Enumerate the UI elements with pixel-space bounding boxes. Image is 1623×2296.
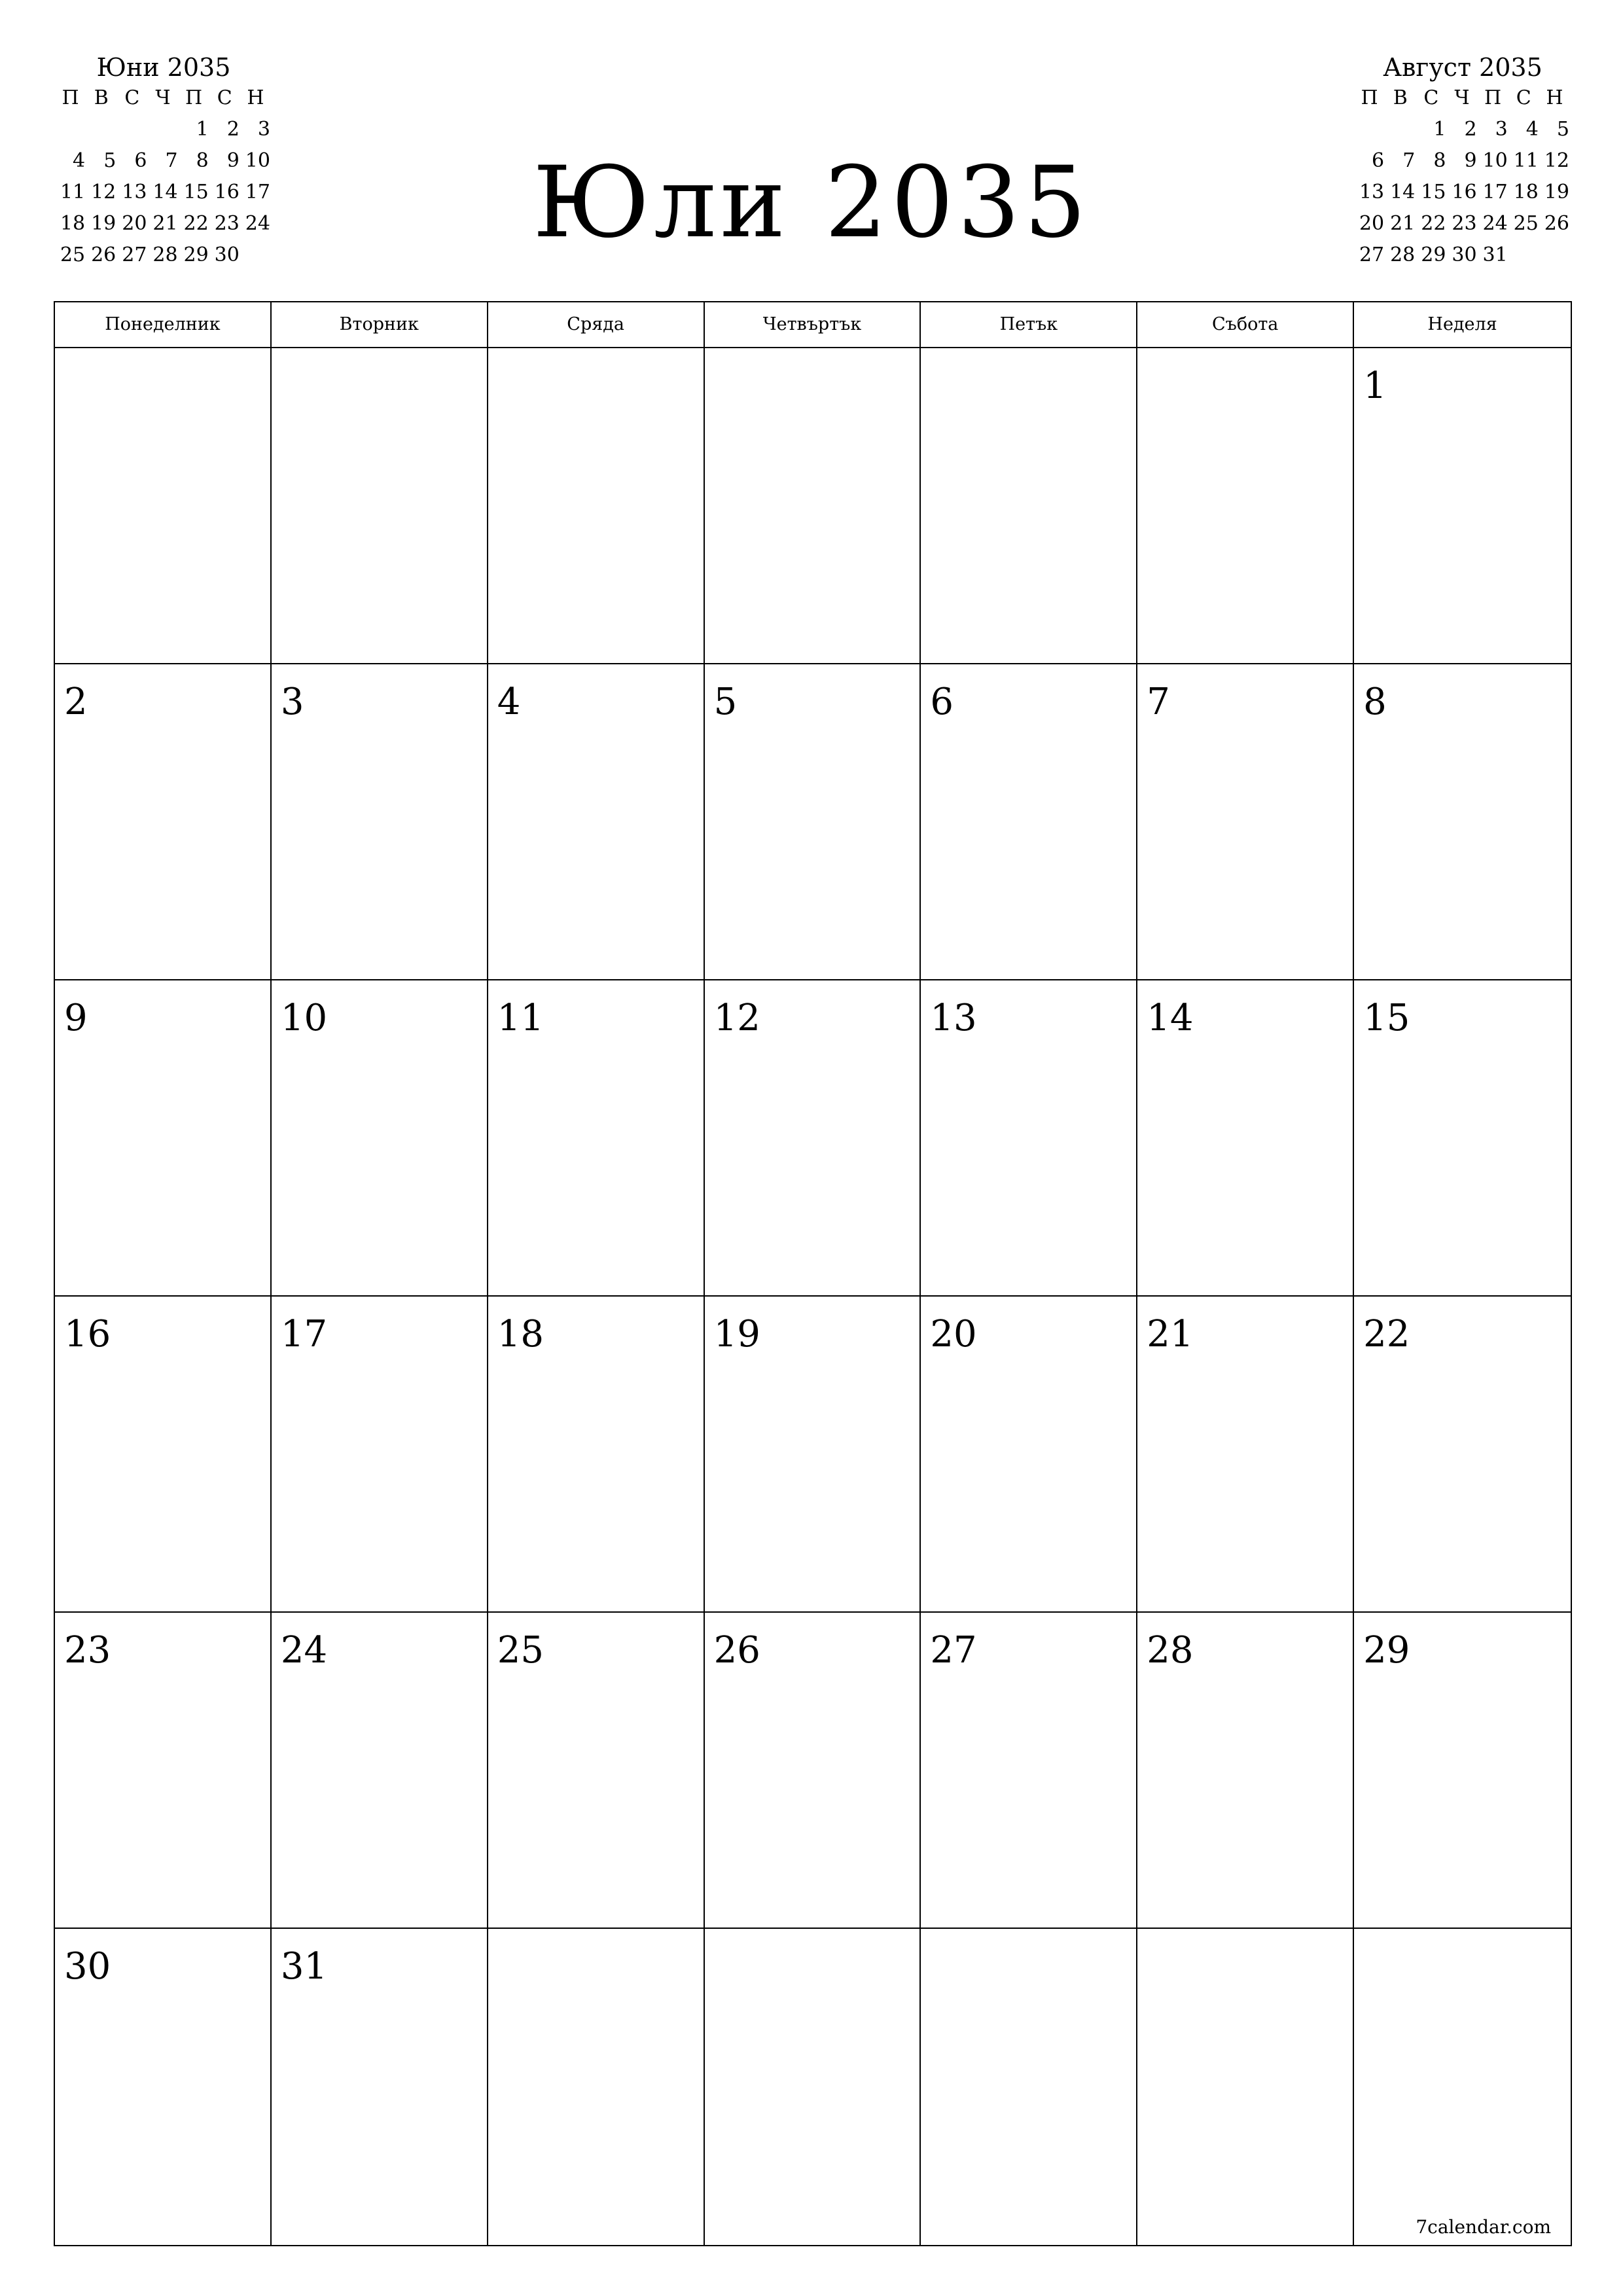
mini-day: 6 [134, 149, 147, 172]
mini-calendar-title: Юни 2035 [96, 53, 231, 82]
empty-day-cell[interactable] [705, 348, 921, 664]
day-number: 15 [1363, 997, 1410, 1039]
mini-day: 26 [1544, 212, 1569, 235]
weekday-header: Събота [1137, 302, 1354, 347]
day-cell[interactable] [488, 664, 705, 980]
mini-calendar-grid [56, 82, 272, 271]
mini-weekday-letter: С [124, 86, 140, 109]
mini-day: 15 [183, 181, 209, 204]
empty-day-cell[interactable] [921, 348, 1137, 664]
mini-day: 8 [196, 149, 209, 172]
mini-weekday-letter: С [217, 86, 232, 109]
weekday-header-row [55, 302, 1571, 348]
day-number: 23 [64, 1629, 111, 1672]
mini-day: 22 [1421, 212, 1446, 235]
mini-day: 18 [1513, 181, 1539, 204]
mini-day: 22 [183, 212, 209, 235]
day-cell[interactable] [1137, 664, 1354, 980]
mini-day: 6 [1372, 149, 1385, 172]
day-number: 22 [1363, 1313, 1410, 1355]
mini-calendar-grid [1355, 82, 1571, 271]
day-cell[interactable] [921, 1297, 1137, 1613]
mini-day: 23 [214, 212, 240, 235]
day-cell[interactable] [488, 980, 705, 1297]
day-number: 5 [713, 681, 738, 723]
page-title: Юли 2035 [533, 146, 1090, 260]
empty-day-cell[interactable] [1354, 1929, 1571, 2245]
mini-day: 24 [245, 212, 270, 235]
mini-weekday-letter: П [1361, 86, 1378, 109]
day-cell[interactable] [1354, 1297, 1571, 1613]
day-number: 27 [930, 1629, 977, 1672]
mini-day: 9 [226, 149, 240, 172]
mini-day: 21 [152, 212, 178, 235]
day-number: 11 [497, 997, 544, 1039]
mini-weekday-letter: П [62, 86, 79, 109]
mini-weekday-letter: Ч [1454, 86, 1470, 109]
day-cell[interactable] [705, 664, 921, 980]
day-number: 19 [713, 1313, 760, 1355]
mini-day: 1 [1433, 118, 1446, 141]
day-cell[interactable] [488, 1297, 705, 1613]
mini-day: 11 [1513, 149, 1539, 172]
day-cell[interactable] [272, 1929, 488, 2245]
day-number: 12 [713, 997, 760, 1039]
mini-day: 17 [245, 181, 270, 204]
day-cell[interactable] [272, 1297, 488, 1613]
mini-weekday-letter: П [185, 86, 203, 109]
weekday-header: Сряда [488, 302, 705, 347]
day-number: 4 [497, 681, 521, 723]
mini-day: 17 [1482, 181, 1508, 204]
day-number: 13 [930, 997, 977, 1039]
site-credit: 7calendar.com [1416, 2216, 1551, 2238]
mini-day: 15 [1421, 181, 1446, 204]
mini-day: 1 [196, 118, 209, 141]
empty-day-cell[interactable] [488, 1929, 705, 2245]
mini-day: 28 [1390, 243, 1416, 266]
day-cell[interactable] [1354, 348, 1571, 664]
mini-day: 4 [1525, 118, 1539, 141]
mini-calendar-next-month [1355, 52, 1571, 271]
mini-weekday-letter: Н [1546, 86, 1563, 109]
mini-empty-cell [1385, 114, 1416, 145]
day-cell[interactable] [1137, 1297, 1354, 1613]
empty-day-cell[interactable] [488, 348, 705, 664]
mini-day: 19 [1544, 181, 1569, 204]
weekday-header: Петък [921, 302, 1137, 347]
mini-day: 20 [1359, 212, 1385, 235]
mini-weekday-letter: С [1423, 86, 1439, 109]
mini-day: 13 [1359, 181, 1385, 204]
day-number: 7 [1147, 681, 1170, 723]
mini-day: 23 [1452, 212, 1477, 235]
mini-day: 26 [91, 243, 116, 266]
mini-day: 27 [122, 243, 147, 266]
mini-day: 28 [152, 243, 178, 266]
mini-day: 8 [1433, 149, 1446, 172]
mini-empty-cell [1355, 114, 1385, 145]
day-number: 14 [1147, 997, 1194, 1039]
empty-day-cell[interactable] [921, 1929, 1137, 2245]
mini-day: 14 [152, 181, 178, 204]
mini-day: 3 [1495, 118, 1508, 141]
day-cell[interactable] [921, 664, 1137, 980]
mini-day: 20 [122, 212, 147, 235]
day-number: 24 [280, 1629, 328, 1672]
mini-day: 2 [1464, 118, 1477, 141]
mini-day: 29 [1421, 243, 1446, 266]
empty-day-cell[interactable] [1137, 1929, 1354, 2245]
mini-day: 4 [73, 149, 86, 172]
month-calendar-grid [54, 301, 1572, 2246]
mini-day: 14 [1390, 181, 1416, 204]
day-number: 21 [1147, 1313, 1194, 1355]
mini-weekday-letter: С [1516, 86, 1531, 109]
day-number: 6 [930, 681, 954, 723]
day-cell[interactable] [488, 1613, 705, 1929]
day-cell[interactable] [1354, 664, 1571, 980]
mini-day: 10 [1482, 149, 1508, 172]
mini-day: 21 [1390, 212, 1416, 235]
mini-day: 13 [122, 181, 147, 204]
mini-day: 3 [257, 118, 270, 141]
day-number: 18 [497, 1313, 544, 1355]
mini-day: 25 [1513, 212, 1539, 235]
empty-day-cell[interactable] [705, 1929, 921, 2245]
mini-day: 11 [60, 181, 86, 204]
day-cell[interactable] [272, 1613, 488, 1929]
mini-day: 10 [245, 149, 270, 172]
day-number: 16 [64, 1313, 111, 1355]
mini-weekday-letter: Ч [155, 86, 171, 109]
day-cell[interactable] [705, 1297, 921, 1613]
mini-day: 5 [103, 149, 116, 172]
day-cell[interactable] [55, 980, 272, 1297]
mini-day: 2 [226, 118, 240, 141]
mini-day: 7 [165, 149, 178, 172]
mini-day: 16 [1452, 181, 1477, 204]
day-cell[interactable] [55, 1929, 272, 2245]
day-cell[interactable] [1354, 980, 1571, 1297]
mini-calendar-previous-month [56, 52, 272, 271]
mini-weekday-letter: П [1484, 86, 1502, 109]
day-cell[interactable] [705, 980, 921, 1297]
day-number: 2 [64, 681, 88, 723]
mini-day: 9 [1464, 149, 1477, 172]
mini-weekday-letter: В [94, 86, 109, 109]
day-number: 10 [280, 997, 328, 1039]
weekday-header: Неделя [1427, 314, 1497, 334]
mini-empty-cell [56, 114, 86, 145]
mini-weekday-letter: В [1393, 86, 1408, 109]
mini-day: 19 [91, 212, 116, 235]
day-number: 8 [1363, 681, 1387, 723]
mini-day: 30 [214, 243, 240, 266]
mini-empty-cell [86, 114, 117, 145]
day-number: 1 [1363, 365, 1387, 407]
day-number: 9 [64, 997, 88, 1039]
day-number: 29 [1363, 1629, 1410, 1672]
day-number: 30 [64, 1945, 111, 1988]
day-cell[interactable] [55, 664, 272, 980]
day-cell[interactable] [1137, 1613, 1354, 1929]
mini-day: 5 [1556, 118, 1569, 141]
day-number: 31 [280, 1945, 328, 1988]
day-cells [55, 348, 1571, 2245]
mini-day: 27 [1359, 243, 1385, 266]
day-cell[interactable] [921, 1613, 1137, 1929]
day-cell[interactable] [921, 980, 1137, 1297]
mini-empty-cell [148, 114, 179, 145]
day-cell[interactable] [272, 980, 488, 1297]
weekday-header: Понеделник [55, 302, 272, 347]
day-number: 3 [280, 681, 304, 723]
mini-day: 7 [1402, 149, 1416, 172]
weekday-header: Вторник [272, 302, 488, 347]
mini-day: 24 [1482, 212, 1508, 235]
day-number: 25 [497, 1629, 544, 1672]
mini-day: 25 [60, 243, 86, 266]
mini-empty-cell [117, 114, 148, 145]
empty-day-cell[interactable] [55, 348, 272, 664]
day-cell[interactable] [705, 1613, 921, 1929]
mini-day: 16 [214, 181, 240, 204]
day-cell[interactable] [55, 1297, 272, 1613]
day-cell[interactable] [272, 664, 488, 980]
day-cell[interactable] [55, 1613, 272, 1929]
mini-day: 29 [183, 243, 209, 266]
day-number: 20 [930, 1313, 977, 1355]
empty-day-cell[interactable] [1137, 348, 1354, 664]
mini-day: 31 [1482, 243, 1508, 266]
mini-day: 12 [91, 181, 116, 204]
weekday-header: Четвъртък [705, 302, 921, 347]
day-cell[interactable] [1137, 980, 1354, 1297]
day-number: 17 [280, 1313, 328, 1355]
mini-day: 30 [1452, 243, 1477, 266]
mini-weekday-letter: Н [247, 86, 264, 109]
day-cell[interactable] [1354, 1613, 1571, 1929]
day-number: 28 [1147, 1629, 1194, 1672]
day-number: 26 [713, 1629, 760, 1672]
mini-day: 18 [60, 212, 86, 235]
mini-calendar-title: Август 2035 [1383, 53, 1543, 82]
empty-day-cell[interactable] [272, 348, 488, 664]
mini-day: 12 [1544, 149, 1569, 172]
